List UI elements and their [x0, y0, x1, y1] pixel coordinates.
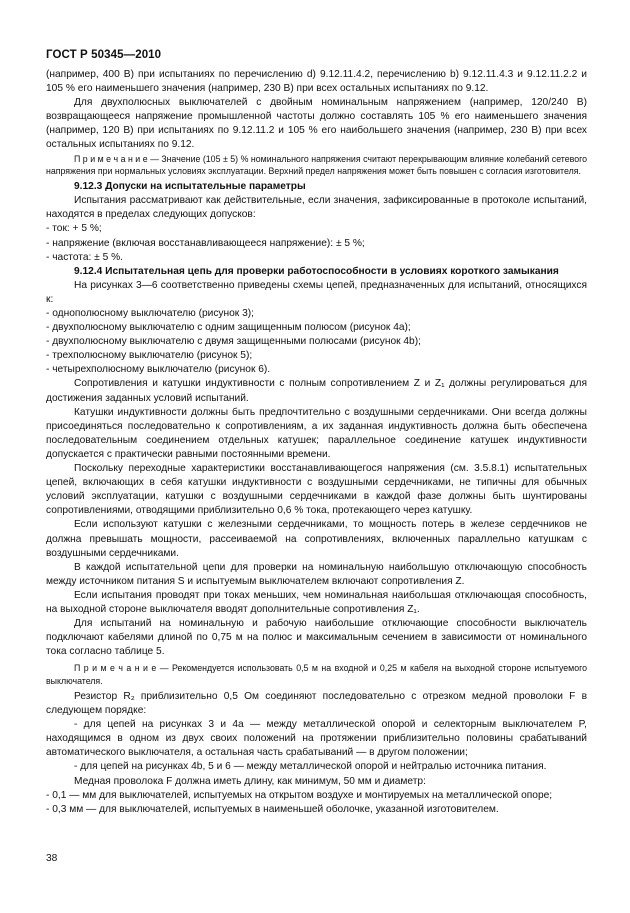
body-paragraph: Резистор R₂ приблизительно 0,5 Ом соединяют последовательно с отрезком медной проволоки F в следующем порядке:	[46, 690, 587, 717]
body-paragraph: Испытания рассматривают как действительные, если значения, зафиксированные в протоколе испытаний, находятся в пределах следующих допусков:	[46, 195, 587, 221]
document-body	[46, 68, 587, 817]
body-paragraph: Сопротивления и катушки индуктивности с полным сопротивлением Z и Z₁ должны регулироваться для достижения заданных условий испытаний.	[46, 378, 587, 404]
section-heading: 9.12.4 Испытательная цепь для проверки работоспособности в условиях короткого замыкания	[74, 265, 559, 277]
document-header: ГОСТ Р 50345—2010	[46, 49, 162, 61]
body-paragraph: Медная проволока F должна иметь длину, как минимум, 50 мм и диаметр:	[74, 775, 426, 787]
body-paragraph: - трехполюсному выключателю (рисунок 5);	[46, 350, 253, 362]
body-paragraph: Если используют катушки с железными сердечниками, то мощность потерь в железе сердечников не должна превышать мощности, рассеиваемой на сопротивлениях, включенных параллельно катушкам с воздушными сердечниками.	[46, 519, 587, 559]
body-paragraph: - напряжение (включая восстанавливающееся напряжение): ± 5 %;	[46, 237, 365, 249]
body-paragraph: - частота: ± 5 %.	[46, 251, 123, 263]
body-paragraph: (например, 400 В) при испытаниях по перечислению d) 9.12.11.4.2, перечислению b) 9.12.11.4.3 и 9.12.11.2.2 и 105 % его наименьшего значения (например, 230 В) при всех остальных испытаниях по 9.12.	[46, 69, 587, 95]
body-paragraph: Для двухполюсных выключателей с двойным номинальным напряжением (например, 120/240 В) возвращающееся напряжение промышленной частоты должно составлять 105 % его наименьшего значения (например, 120 В) при испытаниях по 9.12.11.2 и 105 % его наибольшего значения (например, 230 В) при всех остальных испытаниях по 9.12.	[46, 97, 587, 151]
body-paragraph: Катушки индуктивности должны быть предпочтительно с воздушными сердечниками. Они всегда должны присоединяться последовательно к сопротивлениям, а их заданная индуктивность должна быть обеспечена последовательным соединением отдельных катушек; параллельное соединение катушек индуктивности допускается с практически равными постоянными времени.	[46, 406, 587, 460]
section-heading: 9.12.3 Допуски на испытательные параметры	[74, 181, 306, 193]
page-number: 38	[46, 853, 58, 864]
body-paragraph: - однополюсному выключателю (рисунок 3);	[46, 308, 254, 319]
body-paragraph: - 0,3 мм — для выключателей, испытуемых в наименьшей оболочке, указанной изготовителем.	[46, 803, 499, 815]
body-paragraph: На рисунках 3—6 соответственно приведены схемы цепей, предназначенных для испытаний, относящихся к:	[46, 279, 587, 305]
body-paragraph: - для цепей на рисунках 3 и 4а — между металлической опорой и селекторным выключателем P, находящимся в одном из двух своих положений на протяжении приблизительно половины срабатываний автоматического выключателя, а остальная часть срабатываний — в другом положении;	[46, 719, 587, 759]
body-paragraph: В каждой испытательной цепи для проверки на номинальную наибольшую отключающую способность между источником питания S и испытуемым выключателем включают сопротивления Z.	[46, 561, 587, 587]
body-paragraph: - двухполюсному выключателю с одним защищенным полюсом (рисунок 4а);	[46, 322, 411, 334]
note-paragraph: П р и м е ч а н и е — Значение (105 ± 5) % номинального напряжения считают перекрывающим влияние колебаний сетевого напряжения при нормальных условиях эксплуатации. Верхний предел напряжения может быть повышен с согласия изготовителя.	[46, 153, 587, 176]
body-paragraph: - четырехполюсному выключателю (рисунок 6).	[46, 364, 271, 376]
body-paragraph: - 0,1 — мм для выключателей, испытуемых на открытом воздухе и монтируемых на металлической опоре;	[46, 789, 553, 801]
body-paragraph: - ток: + 5 %;	[46, 223, 102, 235]
body-paragraph: Если испытания проводят при токах меньших, чем номинальная наибольшая отключающая способность, на выходной стороне выключателя вводят дополнительные сопротивления Z₁.	[46, 589, 587, 615]
body-paragraph: Для испытаний на номинальную и рабочую наибольшие отключающие способности выключатель подключают кабелями длиной по 0,75 м на полюс и максимальным сечением в зависимости от номинального тока согласно таблице 5.	[46, 618, 587, 658]
body-paragraph: Поскольку переходные характеристики восстанавливающегося напряжения (см. 3.5.8.1) испытательных цепей, включающих в себя катушки индуктивности с воздушными сердечниками, не типичны для обычных условий эксплуатации, катушки с воздушными сердечниками в каждой фазе должны быть шунтированы сопротивлениями, отводящими приблизительно 0,6 % тока, протекающего через катушку.	[46, 463, 587, 517]
note-paragraph: П р и м е ч а н и е — Рекомендуется использовать 0,5 м на входной и 0,25 м кабеля на выходной стороне испытуемого выключателя.	[46, 663, 587, 686]
body-paragraph: - для цепей на рисунках 4b, 5 и 6 — между металлической опорой и нейтралью источника питания.	[74, 761, 547, 773]
body-paragraph: - двухполюсному выключателю с двумя защищенными полюсами (рисунок 4b);	[46, 336, 421, 348]
